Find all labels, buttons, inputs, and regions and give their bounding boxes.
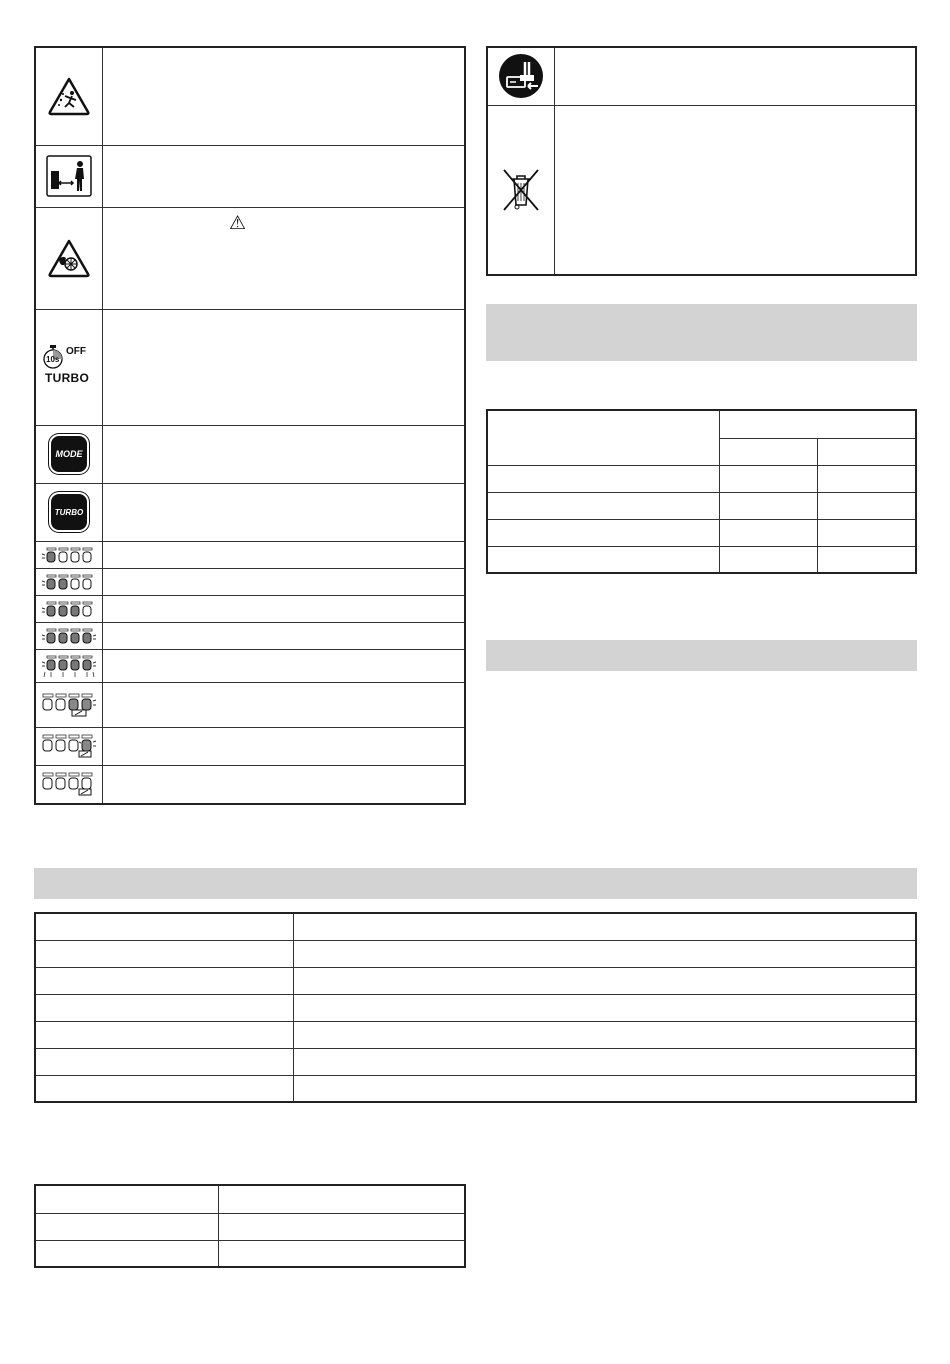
table-header-cell (487, 410, 720, 465)
symbol-desc (555, 105, 917, 275)
rotating-blade-warning-icon (47, 238, 91, 278)
symbol-cell (35, 541, 103, 568)
symbol-cell (35, 622, 103, 649)
symbol-desc (103, 309, 466, 425)
symbol-desc (555, 47, 917, 105)
keep-bystanders-away-icon (46, 155, 92, 197)
turbo-label: TURBO (45, 371, 90, 385)
table-row (35, 1075, 916, 1102)
symbol-cell (35, 595, 103, 622)
table-row (487, 546, 916, 573)
symbol-cell (35, 765, 103, 804)
symbols-table-left (34, 46, 466, 805)
symbol-cell (35, 727, 103, 765)
turbo-button-icon (51, 494, 87, 530)
turbo-off-timer-icon (40, 345, 98, 389)
symbol-desc (103, 622, 466, 649)
battery-led-4-icon (39, 627, 99, 645)
symbol-desc (103, 765, 466, 804)
symbol-cell (35, 568, 103, 595)
symbol-cell (487, 47, 555, 105)
technical-data-table (34, 912, 917, 1103)
symbol-desc (103, 649, 466, 682)
battery-led-2-icon (39, 573, 99, 591)
symbol-cell (35, 309, 103, 425)
table-row (35, 1185, 465, 1213)
turbo-button-label: TURBO (54, 507, 84, 517)
table-header-cell (818, 438, 917, 465)
warning-triangle-icon: ⚠ (229, 211, 247, 234)
symbol-desc (103, 682, 466, 727)
table-row (487, 519, 916, 546)
symbol-desc (103, 483, 466, 541)
table-row (35, 913, 916, 940)
off-label: OFF (66, 346, 86, 357)
battery-led-1-icon (39, 546, 99, 564)
section-heading-band (486, 304, 917, 361)
weee-crossed-bin-icon (501, 167, 541, 213)
table-row (487, 492, 916, 519)
symbol-desc (103, 568, 466, 595)
table-row (35, 1240, 465, 1267)
symbol-desc (103, 425, 466, 483)
table-row (487, 465, 916, 492)
symbols-table-right (486, 46, 917, 276)
table-row (35, 940, 916, 967)
symbol-desc (103, 145, 466, 207)
table-row (35, 1213, 465, 1240)
battery-led-4-blink-icon (39, 654, 99, 678)
bottom-data-table (34, 1184, 466, 1268)
symbol-cell (35, 649, 103, 682)
mode-label: MODE (55, 449, 83, 459)
mode-led-3-4-icon (39, 692, 99, 718)
symbol-desc (103, 47, 466, 145)
battery-led-3-icon (39, 600, 99, 618)
section-heading-band (486, 640, 917, 671)
symbol-desc (103, 541, 466, 568)
symbol-desc (103, 727, 466, 765)
remove-battery-icon (498, 53, 544, 99)
symbol-cell (35, 145, 103, 207)
symbol-cell (35, 207, 103, 309)
mode-led-4-icon (39, 733, 99, 759)
symbol-desc (103, 207, 466, 309)
section-heading-band (34, 868, 917, 899)
symbol-cell (35, 483, 103, 541)
spec-matrix-table (486, 409, 917, 574)
symbol-desc (103, 595, 466, 622)
table-header-cell (720, 438, 818, 465)
symbol-cell (487, 105, 555, 275)
mode-led-off-icon (39, 771, 99, 797)
table-header-cell (720, 410, 917, 438)
symbol-cell (35, 682, 103, 727)
table-row (35, 1021, 916, 1048)
table-row (35, 1048, 916, 1075)
mode-button-icon (51, 436, 87, 472)
timer-label: 10s (46, 355, 60, 364)
thrown-objects-warning-icon (47, 76, 91, 116)
table-row (35, 967, 916, 994)
table-row (35, 994, 916, 1021)
symbol-cell (35, 47, 103, 145)
symbol-cell (35, 425, 103, 483)
